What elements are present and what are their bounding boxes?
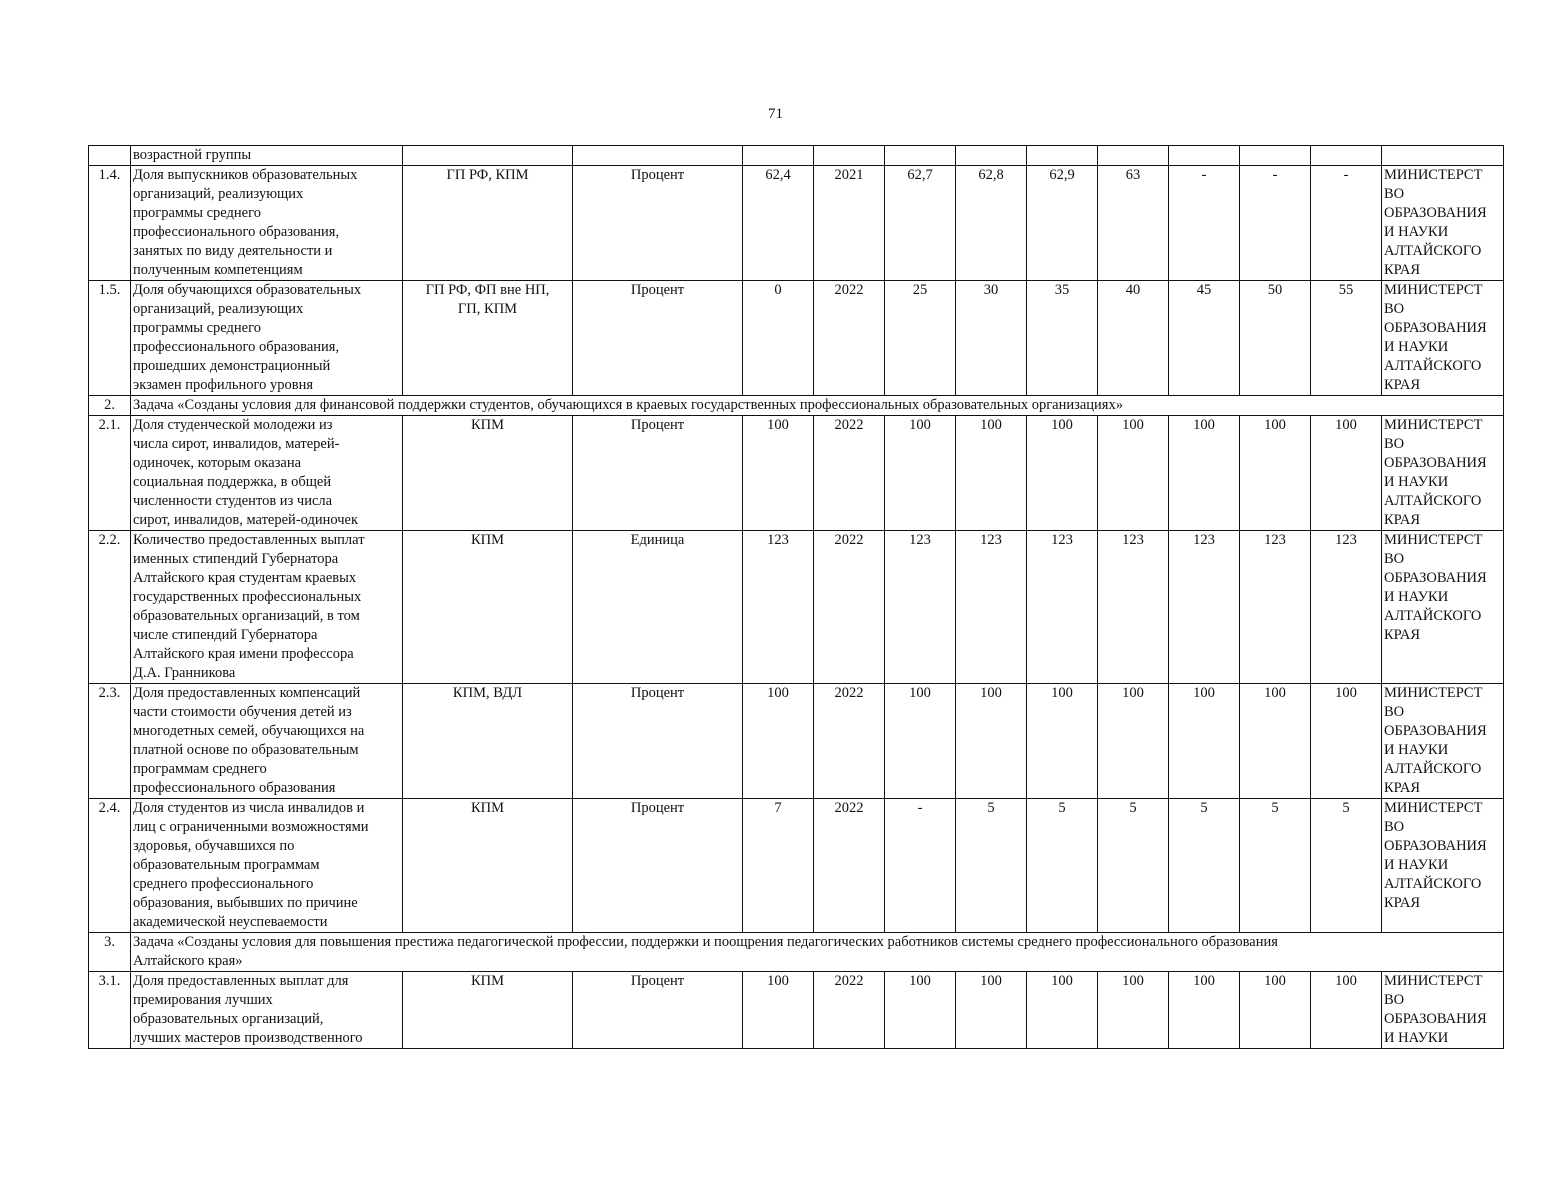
page-number: 71: [768, 106, 783, 122]
cell-unit: Единица: [573, 531, 743, 684]
cell-value: 123: [956, 531, 1027, 684]
cell-value: 2022: [814, 281, 885, 396]
cell-unit: Процент: [573, 799, 743, 933]
cell-empty: [573, 146, 743, 166]
cell-value: -: [1311, 166, 1382, 281]
cell-value: 55: [1311, 281, 1382, 396]
cell-responsible: МИНИСТЕРСТ ВО ОБРАЗОВАНИЯ И НАУКИ АЛТАЙСКОГО КРАЯ: [1382, 799, 1504, 933]
cell-value: -: [885, 799, 956, 933]
cell-empty: [1311, 146, 1382, 166]
cell-empty: [1240, 146, 1311, 166]
cell-empty: [814, 146, 885, 166]
cell-value: 100: [1169, 684, 1240, 799]
cell-indicator-name: Доля студенческой молодежи из числа сирот, инвалидов, матерей- одиночек, которым оказана социальная поддержка, в общей численности студентов из числа сирот, инвалидов, матерей-одиночек: [131, 416, 403, 531]
cell-value: 62,8: [956, 166, 1027, 281]
cell-num: 1.4.: [89, 166, 131, 281]
cell-value: 123: [1169, 531, 1240, 684]
cell-num: 1.5.: [89, 281, 131, 396]
cell-value: 45: [1169, 281, 1240, 396]
cell-indicator-name: возрастной группы: [131, 146, 403, 166]
cell-value: 100: [1098, 684, 1169, 799]
table-row: [89, 281, 1504, 396]
cell-value: 5: [1098, 799, 1169, 933]
cell-unit: Процент: [573, 972, 743, 1049]
cell-unit: Процент: [573, 281, 743, 396]
cell-num: 3.: [89, 933, 131, 972]
cell-value: 100: [1098, 416, 1169, 531]
cell-source: КПМ: [403, 799, 573, 933]
cell-value: 123: [1098, 531, 1169, 684]
table-row: [89, 531, 1504, 684]
cell-value: 5: [1240, 799, 1311, 933]
cell-value: 30: [956, 281, 1027, 396]
cell-value: 2021: [814, 166, 885, 281]
task-row: [89, 396, 1504, 416]
cell-value: 0: [743, 281, 814, 396]
cell-responsible: МИНИСТЕРСТ ВО ОБРАЗОВАНИЯ И НАУКИ АЛТАЙСКОГО КРАЯ: [1382, 281, 1504, 396]
cell-responsible: МИНИСТЕРСТ ВО ОБРАЗОВАНИЯ И НАУКИ АЛТАЙСКОГО КРАЯ: [1382, 684, 1504, 799]
task-heading: Задача «Созданы условия для финансовой поддержки студентов, обучающихся в краевых государственных профессиональных образовательных организациях»: [131, 396, 1504, 416]
cell-value: 100: [743, 684, 814, 799]
cell-num: 2.1.: [89, 416, 131, 531]
cell-value: 5: [956, 799, 1027, 933]
cell-indicator-name: Доля выпускников образовательных организаций, реализующих программы среднего профессионального образования, занятых по виду деятельности и полученным компетенциям: [131, 166, 403, 281]
cell-source: ГП РФ, КПМ: [403, 166, 573, 281]
cell-unit: Процент: [573, 684, 743, 799]
cell-value: 100: [743, 416, 814, 531]
task-heading: Задача «Созданы условия для повышения престижа педагогической профессии, поддержки и поощрения педагогических работников системы среднего профессионального образования Алтайского края»: [131, 933, 1504, 972]
table-row-carry-over: [89, 146, 1504, 166]
cell-value: 123: [1240, 531, 1311, 684]
cell-indicator-name: Количество предоставленных выплат именных стипендий Губернатора Алтайского края студентам краевых государственных профессиональных образовательных организаций, в том числе стипендий Губернатора Алтайского края имени профессора Д.А. Гранникова: [131, 531, 403, 684]
cell-source: КПМ: [403, 972, 573, 1049]
cell-value: 100: [1311, 972, 1382, 1049]
cell-value: 7: [743, 799, 814, 933]
cell-value: 100: [885, 684, 956, 799]
cell-value: 100: [1240, 972, 1311, 1049]
cell-value: 63: [1098, 166, 1169, 281]
cell-empty: [743, 146, 814, 166]
table-row: [89, 416, 1504, 531]
cell-value: 5: [1169, 799, 1240, 933]
cell-source: ГП РФ, ФП вне НП, ГП, КПМ: [403, 281, 573, 396]
cell-source: КПМ: [403, 531, 573, 684]
cell-num: 2.3.: [89, 684, 131, 799]
cell-value: 100: [885, 416, 956, 531]
cell-value: -: [1240, 166, 1311, 281]
cell-value: 100: [1169, 972, 1240, 1049]
cell-value: 100: [1240, 416, 1311, 531]
cell-indicator-name: Доля предоставленных компенсаций части стоимости обучения детей из многодетных семей, обучающихся на платной основе по образовательным программам среднего профессионального образования: [131, 684, 403, 799]
cell-value: 100: [743, 972, 814, 1049]
cell-value: 123: [885, 531, 956, 684]
table-body: [89, 146, 1504, 1049]
cell-value: 35: [1027, 281, 1098, 396]
cell-value: 25: [885, 281, 956, 396]
cell-value: 100: [1098, 972, 1169, 1049]
cell-source: КПМ, ВДЛ: [403, 684, 573, 799]
cell-value: 100: [1311, 684, 1382, 799]
cell-value: 2022: [814, 416, 885, 531]
cell-value: 100: [1169, 416, 1240, 531]
cell-responsible: МИНИСТЕРСТ ВО ОБРАЗОВАНИЯ И НАУКИ: [1382, 972, 1504, 1049]
cell-value: 2022: [814, 684, 885, 799]
cell-value: 123: [743, 531, 814, 684]
cell-num: 2.2.: [89, 531, 131, 684]
cell-num: 2.: [89, 396, 131, 416]
cell-value: 62,7: [885, 166, 956, 281]
cell-value: 100: [1311, 416, 1382, 531]
table-row: [89, 972, 1504, 1049]
cell-num: [89, 146, 131, 166]
table-row: [89, 684, 1504, 799]
cell-indicator-name: Доля обучающихся образовательных организаций, реализующих программы среднего профессионального образования, прошедших демонстрационный экзамен профильного уровня: [131, 281, 403, 396]
cell-empty: [1169, 146, 1240, 166]
cell-value: 2022: [814, 531, 885, 684]
cell-empty: [1027, 146, 1098, 166]
cell-empty: [1382, 146, 1504, 166]
task-row: [89, 933, 1504, 972]
table-row: [89, 799, 1504, 933]
cell-value: 100: [1027, 684, 1098, 799]
cell-unit: Процент: [573, 166, 743, 281]
cell-value: 100: [956, 684, 1027, 799]
cell-value: 100: [956, 972, 1027, 1049]
indicators-table: [88, 145, 1504, 1049]
cell-empty: [403, 146, 573, 166]
cell-value: 2022: [814, 799, 885, 933]
cell-empty: [1098, 146, 1169, 166]
cell-responsible: МИНИСТЕРСТ ВО ОБРАЗОВАНИЯ И НАУКИ АЛТАЙСКОГО КРАЯ: [1382, 166, 1504, 281]
cell-value: 2022: [814, 972, 885, 1049]
cell-empty: [885, 146, 956, 166]
cell-num: 2.4.: [89, 799, 131, 933]
cell-value: 100: [885, 972, 956, 1049]
cell-empty: [956, 146, 1027, 166]
cell-value: -: [1169, 166, 1240, 281]
cell-value: 62,9: [1027, 166, 1098, 281]
cell-value: 62,4: [743, 166, 814, 281]
cell-num: 3.1.: [89, 972, 131, 1049]
cell-value: 100: [1027, 972, 1098, 1049]
cell-value: 100: [1240, 684, 1311, 799]
cell-value: 123: [1027, 531, 1098, 684]
cell-responsible: МИНИСТЕРСТ ВО ОБРАЗОВАНИЯ И НАУКИ АЛТАЙСКОГО КРАЯ: [1382, 531, 1504, 684]
cell-indicator-name: Доля предоставленных выплат для премирования лучших образовательных организаций, лучших мастеров производственного: [131, 972, 403, 1049]
cell-value: 5: [1027, 799, 1098, 933]
table-row: [89, 166, 1504, 281]
cell-value: 5: [1311, 799, 1382, 933]
cell-value: 100: [1027, 416, 1098, 531]
cell-value: 100: [956, 416, 1027, 531]
cell-value: 40: [1098, 281, 1169, 396]
cell-responsible: МИНИСТЕРСТ ВО ОБРАЗОВАНИЯ И НАУКИ АЛТАЙСКОГО КРАЯ: [1382, 416, 1504, 531]
cell-source: КПМ: [403, 416, 573, 531]
cell-indicator-name: Доля студентов из числа инвалидов и лиц с ограниченными возможностями здоровья, обучавшихся по образовательным программам среднего профессионального образования, выбывших по причине академической неуспеваемости: [131, 799, 403, 933]
cell-value: 123: [1311, 531, 1382, 684]
cell-unit: Процент: [573, 416, 743, 531]
cell-value: 50: [1240, 281, 1311, 396]
